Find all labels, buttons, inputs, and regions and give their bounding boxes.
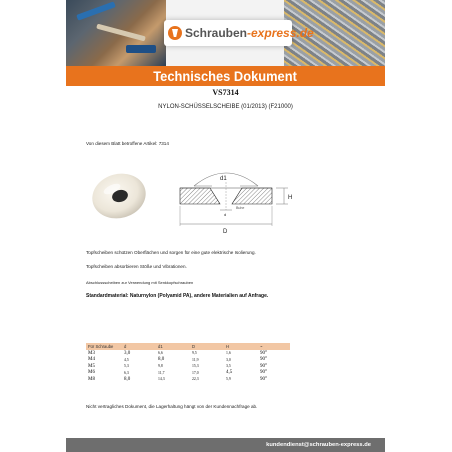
- H-label: H: [288, 195, 293, 201]
- table-cell: 90°: [260, 370, 267, 376]
- col-header-d1: d1: [156, 343, 190, 350]
- table-cell: 5,3: [124, 364, 129, 369]
- col-header-screw: Für Schraube: [86, 343, 122, 350]
- table-cell: 90°: [260, 350, 267, 356]
- product-subtitle: NYLON-SCHÜSSELSCHEIBE (01/2013) (F21000): [158, 104, 293, 110]
- screw-logo-icon: [168, 26, 182, 40]
- paragraph-vibration: Topfscheiben absorbieren Stöße und Vibrationen.: [86, 264, 187, 269]
- document-title-bar: [66, 66, 385, 86]
- affected-articles: Von diesem Blatt betroffene Artikel: 7314: [86, 141, 169, 146]
- contact-email[interactable]: kundendienst@schrauben-express.de: [266, 442, 371, 448]
- table-cell: 4,5: [124, 357, 129, 362]
- table-cell: 15,3: [192, 364, 199, 369]
- table-cell: 22,3: [192, 377, 199, 382]
- table-cell: 6,3: [124, 370, 129, 375]
- table-cell: 4,5: [226, 370, 233, 376]
- d1-label: d1: [220, 176, 227, 182]
- table-cell: 3,0: [124, 350, 131, 356]
- table-cell: 1,6: [226, 351, 231, 356]
- table-cell: 8,0: [158, 357, 165, 363]
- table-cell: 5,9: [226, 377, 231, 382]
- table-cell: 90°: [260, 363, 267, 369]
- table-cell: 3,5: [226, 364, 231, 369]
- table-cell: 14,3: [158, 377, 165, 382]
- document-sheet: [66, 0, 385, 452]
- tools-photo: [66, 0, 166, 66]
- paragraph-material: Standardmaterial: Naturnylon (Polyamid PA), andere Materialien auf Anfrage.: [86, 293, 269, 299]
- table-cell: 6,6: [158, 351, 163, 356]
- product-code: VS7314: [212, 88, 239, 97]
- technical-drawing: [162, 158, 302, 238]
- header-banner: [66, 0, 385, 66]
- table-cell: 17,0: [192, 370, 199, 375]
- brand-logo: [164, 20, 314, 46]
- table-cell: 90°: [260, 357, 267, 363]
- dimensions-table: [86, 343, 290, 383]
- table-cell: 9,5: [192, 351, 197, 356]
- washer-photo: [86, 163, 152, 225]
- table-cell: M8: [88, 376, 95, 382]
- table-header-row: [86, 343, 290, 350]
- table-cell: 9,8: [158, 364, 163, 369]
- table-cell: 8,0: [124, 376, 131, 382]
- paragraph-usage: Abschlussscheiben zur Verwendung mit Senkkopfschrauben: [86, 280, 194, 285]
- table-row: [86, 376, 290, 383]
- col-header-D: D: [190, 343, 224, 350]
- buhe-label: Buhe: [236, 206, 245, 210]
- disclaimer-note: Nicht vertragliches Dokument, die Lagerhaltung hängt von der Kundennachfrage ab.: [86, 404, 258, 409]
- table-cell: 11,7: [158, 370, 165, 375]
- D-label: D: [223, 229, 228, 235]
- table-cell: 3,0: [226, 357, 231, 362]
- d-label: d: [224, 212, 227, 217]
- col-header-H: H: [224, 343, 258, 350]
- table-cell: M3: [88, 350, 95, 356]
- document-title: Technisches Dokument: [153, 68, 298, 84]
- table-cell: M5: [88, 363, 95, 369]
- footer-bar: [66, 438, 385, 452]
- table-cell: M6: [88, 370, 95, 376]
- col-header-angle: ~: [258, 343, 290, 350]
- brand-name: Schrauben-express.de: [185, 26, 314, 40]
- table-cell: 11,9: [192, 357, 199, 362]
- table-cell: M4: [88, 357, 95, 363]
- table-cell: 90°: [260, 376, 267, 382]
- paragraph-isolation: Topfscheiben schützen Oberflächen und sorgen für eine gute elektrische Isolierung.: [86, 250, 256, 255]
- col-header-d: d: [122, 343, 156, 350]
